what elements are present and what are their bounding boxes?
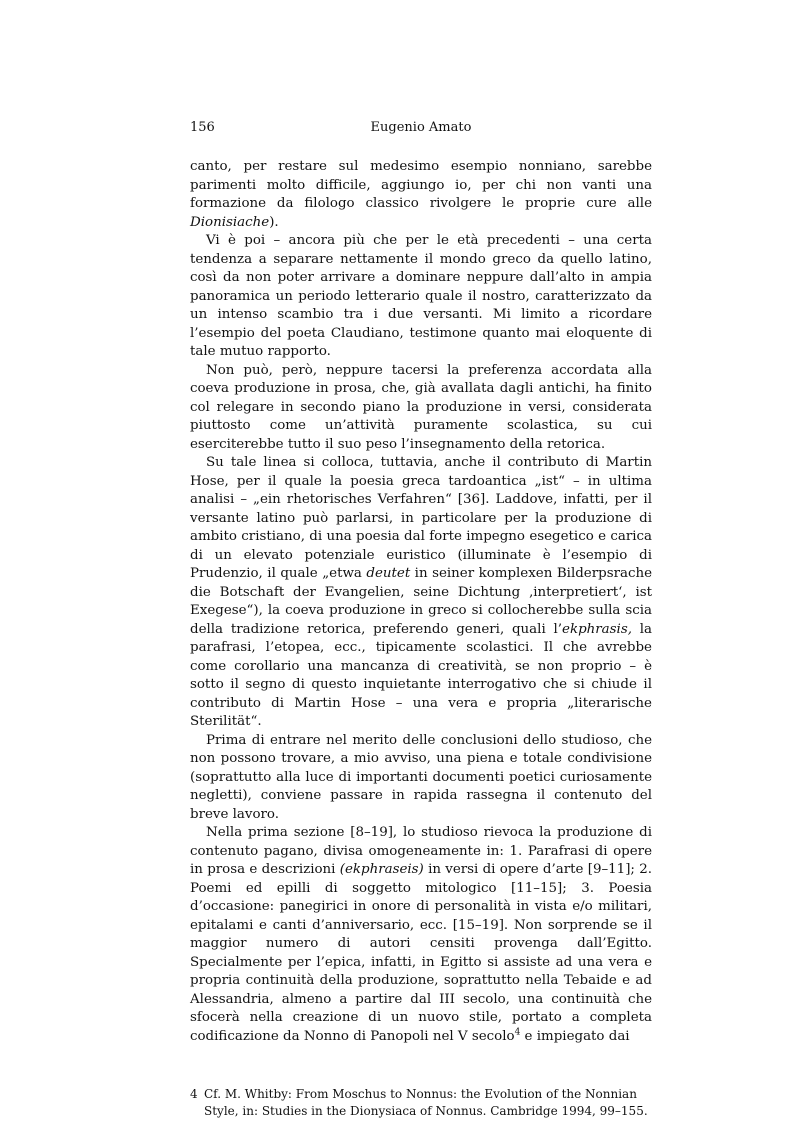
footnote-ref: 4 [514, 1027, 521, 1038]
text-run: in seiner komplexen Bilderpsrache die Botschaft der Evangelien, seine Dichtung ‚interpretiert‘, ist Exegese“), la coeva produzione in greco si collocherebbe sulla scia della tradizione retorica, preferendo generi, quali l’ [190, 566, 652, 637]
text-run: e impiegato dai [520, 1028, 630, 1044]
footnote-number: 4 [190, 1087, 198, 1101]
running-title-author: Eugenio Amato [370, 120, 472, 135]
footnote [190, 1086, 652, 1120]
page-number: 156 [190, 120, 215, 135]
paragraph [190, 232, 652, 362]
paragraph [190, 732, 652, 825]
italic-text: Dionisiache [190, 214, 270, 230]
text-run: canto, per restare sul medesimo esempio nonniano, sarebbe parimenti molto difficile, aggiungo io, per chi non vanti una formazione da filologo classico rivolgere le proprie cure alle [190, 159, 652, 211]
text-run: Prima di entrare nel merito delle conclusioni dello studioso, che non possono trovare, a mio avviso, una piena e totale condivisione (soprattutto alla luce di importanti documenti poetici curiosamente negletti), conviene passare in rapida rassegna il contenuto del breve lavoro. [190, 732, 652, 822]
paragraph [190, 158, 652, 232]
document-page [190, 118, 652, 1120]
paragraph [190, 454, 652, 732]
text-run: ). [269, 214, 279, 230]
text-run: la parafrasi, l’etopea, ecc., tipicamente scolastici. Il che avrebbe come corollario una mancanza di creatività, se non proprio – è sotto il segno di questo inquietante interrogativo che si chiude il contributo di Martin Hose – una vera e propria „literarische Sterilität“. [190, 621, 652, 729]
text-run: Non può, però, neppure tacersi la preferenza accordata alla coeva produzione in prosa, che, già avallata dagli antichi, ha finito col relegare in secondo piano la produzione in versi, considerata piuttosto come un’attività puramente scolastica, su cui eserciterebbe tutto il suo peso l’insegnamento della retorica. [190, 362, 652, 452]
text-run: Vi è poi – ancora più che per le età precedenti – una certa tendenza a separare nettamente il mondo greco da quello latino, così da non poter arrivare a dominare neppure dall’alto in ampia panoramica un periodo letterario quale il nostro, caratterizzato da un intenso scambio tra i due versanti. Mi limito a ricordare l’esempio del poeta Claudiano, testimone quanto mai eloquente di tale mutuo rapporto. [190, 233, 652, 359]
italic-text: (ekphraseis) [339, 862, 424, 877]
footnote-text: Cf. M. Whitby: From Moschus to Nonnus: the Evolution of the Nonnian Style, in: Studies in the Dionysiaca of Nonnus. Cambridge 1994, 99–155. [204, 1087, 648, 1118]
italic-text: deutet [366, 566, 411, 581]
text-run: Su tale linea si colloca, tuttavia, anche il contributo di Martin Hose, per il quale la poesia greca tardoantica „ist“ – in ultima analisi – „ein rhetorisches Verfahren“ [36]. Laddove, infatti, per il versante latino può parlarsi, in particolare per la produzione di ambito cristiano, di una poesia dal forte impegno esegetico e carica di un elevato potenziale euristico (illuminate è l’esempio di Prudenzio, il quale „etwa [190, 455, 652, 581]
paragraph [190, 824, 652, 1046]
body-text [190, 158, 652, 1046]
text-run: Nella prima sezione [8–19], lo studioso rievoca la produzione di contenuto pagano, divisa omogeneamente in: 1. Parafrasi di opere in prosa e descrizioni [190, 825, 652, 877]
paragraph [190, 362, 652, 455]
running-head [190, 118, 652, 138]
text-run: in versi di opere d’arte [9–11]; 2. Poemi ed epilli di soggetto mitologico [11–15]; 3. Poesia d’occasione: panegirici in onore di personalità in vista e/o militari, epitalami e canti d’anniversario, ecc. [15–19]. Non sorprende se il maggior numero di autori censiti provenga dall’Egitto. Specialmente per l’epica, infatti, in Egitto si assiste ad una vera e propria continuità della produzione, soprattutto nella Tebaide e ad Alessandria, almeno a partire dal III secolo, una continuità che sfocerà nella creazione di un nuovo stile, portato a completa codificazione da Nonno di Panopoli nel V secolo [190, 862, 653, 1044]
italic-text: ekphrasis, [562, 621, 632, 637]
